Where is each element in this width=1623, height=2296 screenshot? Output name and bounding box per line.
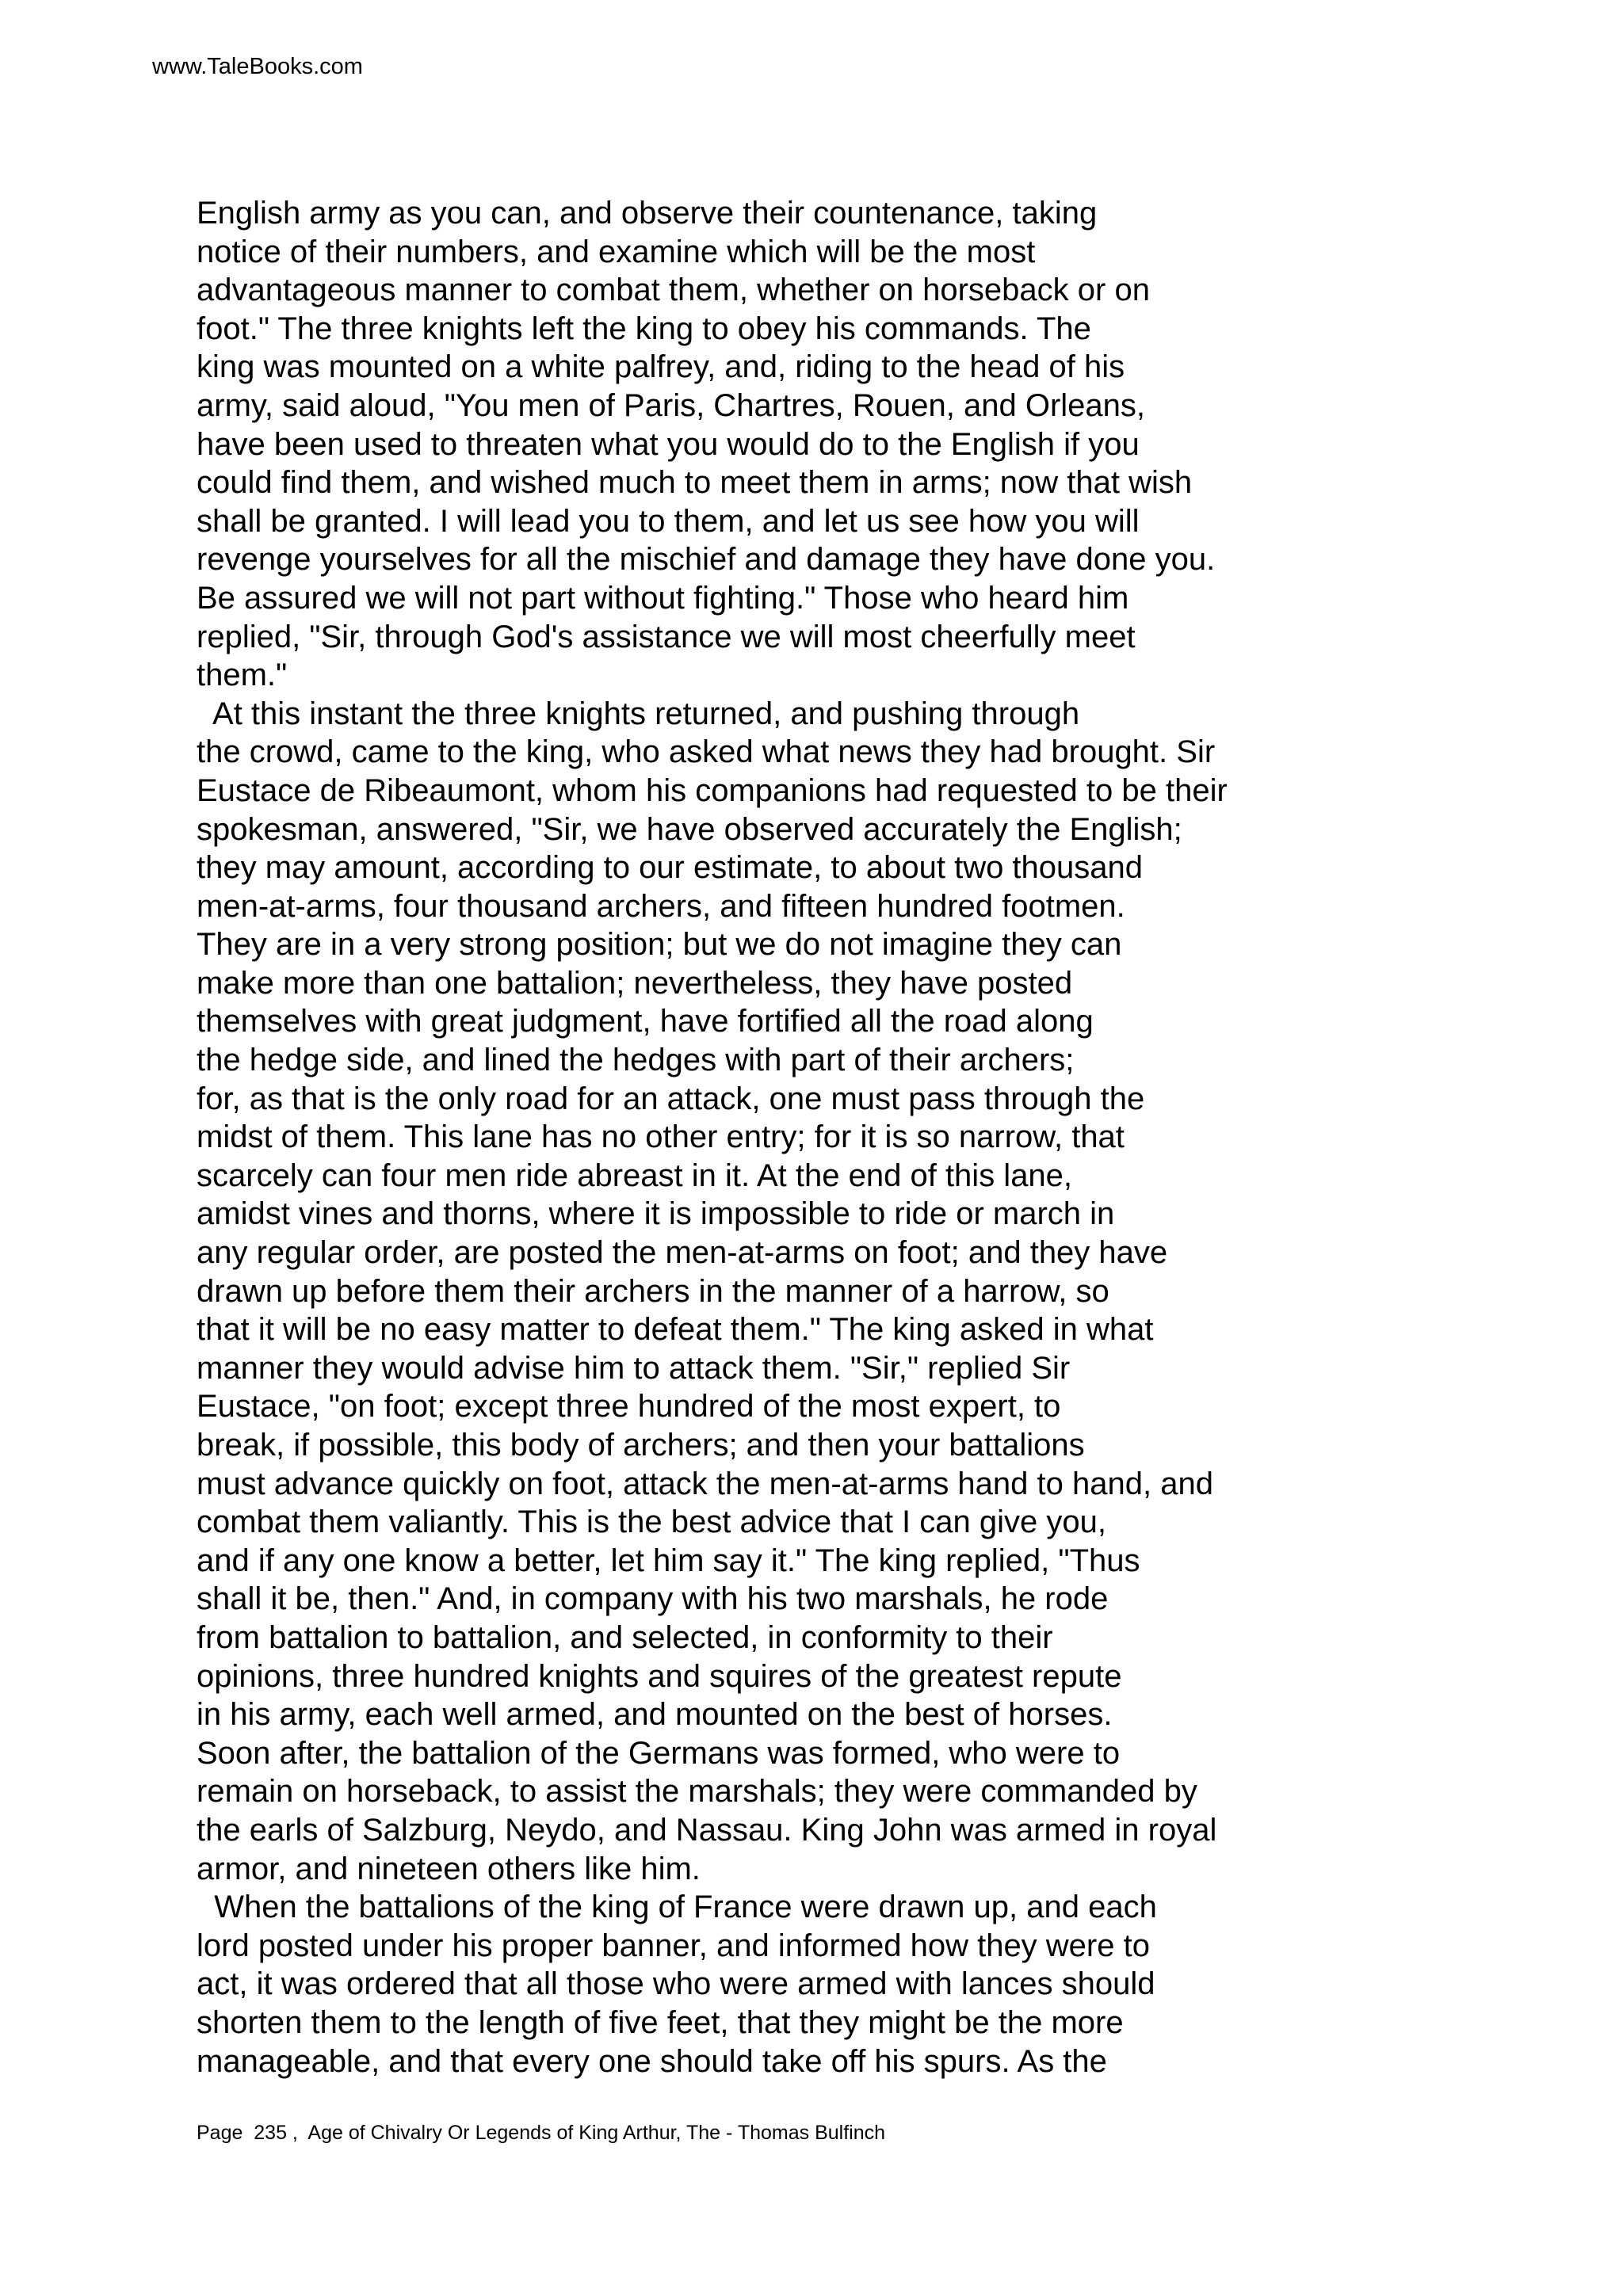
text-line: replied, "Sir, through God's assistance we will most cheerfully meet [197, 619, 1136, 654]
text-line: any regular order, are posted the men-at-arms on foot; and they have [197, 1235, 1168, 1271]
page-footer: Page 235 , Age of Chivalry Or Legends of King Arthur, The - Thomas Bulfinch [197, 2122, 886, 2144]
text-line: in his army, each well armed, and mounted on the best of horses. [197, 1697, 1113, 1733]
text-line: amidst vines and thorns, where it is impossible to ride or march in [197, 1196, 1115, 1232]
text-line: drawn up before them their archers in the manner of a harrow, so [197, 1273, 1109, 1309]
text-line: advantageous manner to combat them, whether on horseback or on [197, 273, 1150, 308]
site-header: www.TaleBooks.com [152, 54, 363, 79]
text-line: combat them valiantly. This is the best advice that I can give you, [197, 1505, 1106, 1540]
text-line: Be assured we will not part without fighting." Those who heard him [197, 580, 1129, 616]
text-line: themselves with great judgment, have fortified all the road along [197, 1004, 1094, 1039]
text-line: army, said aloud, "You men of Paris, Chartres, Rouen, and Orleans, [197, 387, 1146, 423]
text-line: lord posted under his proper banner, and informed how they were to [197, 1928, 1150, 1963]
text-line: armor, and nineteen others like him. [197, 1851, 701, 1886]
text-line: opinions, three hundred knights and squires of the greatest repute [197, 1658, 1122, 1694]
text-line: revenge yourselves for all the mischief and damage they have done you. [197, 542, 1216, 578]
text-line: At this instant the three knights returned, and pushing through [197, 696, 1080, 731]
text-line: make more than one battalion; nevertheless, they have posted [197, 965, 1073, 1001]
text-line: English army as you can, and observe their countenance, taking [197, 196, 1098, 231]
text-line: men-at-arms, four thousand archers, and fifteen hundred footmen. [197, 888, 1125, 924]
text-line: remain on horseback, to assist the marshals; they were commanded by [197, 1774, 1197, 1810]
text-line: the hedge side, and lined the hedges with part of their archers; [197, 1043, 1075, 1078]
text-line: break, if possible, this body of archers; and then your battalions [197, 1428, 1085, 1463]
text-line: must advance quickly on foot, attack the men-at-arms hand to hand, and [197, 1466, 1213, 1501]
text-line: the earls of Salzburg, Neydo, and Nassau. King John was armed in royal [197, 1812, 1217, 1848]
text-line: Soon after, the battalion of the Germans was formed, who were to [197, 1735, 1121, 1771]
text-line: scarcely can four men ride abreast in it. At the end of this lane, [197, 1158, 1073, 1193]
text-line: have been used to threaten what you would do to the English if you [197, 426, 1140, 462]
text-line: shall it be, then." And, in company with his two marshals, he rode [197, 1581, 1109, 1617]
text-line: from battalion to battalion, and selected, in conformity to their [197, 1619, 1053, 1655]
text-line: foot." The three knights left the king to obey his commands. The [197, 311, 1091, 346]
text-line: Eustace, "on foot; except three hundred of the most expert, to [197, 1389, 1061, 1425]
text-line: they may amount, according to our estimate, to about two thousand [197, 850, 1144, 886]
text-line: the crowd, came to the king, who asked what news they had brought. Sir [197, 734, 1216, 770]
page-body-text [197, 194, 1544, 2081]
text-line: and if any one know a better, let him say it." The king replied, "Thus [197, 1543, 1140, 1578]
text-line: them." [197, 658, 288, 693]
text-line: When the battalions of the king of France were drawn up, and each [197, 1890, 1157, 1925]
text-line: manageable, and that every one should take off his spurs. As the [197, 2043, 1107, 2079]
text-line: king was mounted on a white palfrey, and, riding to the head of his [197, 349, 1125, 385]
text-line: act, it was ordered that all those who were armed with lances should [197, 1966, 1155, 2002]
text-line: They are in a very strong position; but we do not imagine they can [197, 927, 1122, 963]
text-line: for, as that is the only road for an attack, one must pass through the [197, 1081, 1145, 1116]
text-line: notice of their numbers, and examine which will be the most [197, 234, 1036, 269]
text-line: midst of them. This lane has no other entry; for it is so narrow, that [197, 1119, 1125, 1155]
text-line: Eustace de Ribeaumont, whom his companions had requested to be their [197, 772, 1228, 808]
text-line: spokesman, answered, "Sir, we have observed accurately the English; [197, 811, 1182, 847]
text-line: manner they would advise him to attack them. "Sir," replied Sir [197, 1350, 1071, 1386]
text-line: shorten them to the length of five feet, that they might be the more [197, 2004, 1124, 2040]
text-line: that it will be no easy matter to defeat them." The king asked in what [197, 1312, 1154, 1348]
text-line: shall be granted. I will lead you to them, and let us see how you will [197, 503, 1140, 539]
text-line: could find them, and wished much to meet them in arms; now that wish [197, 465, 1193, 501]
